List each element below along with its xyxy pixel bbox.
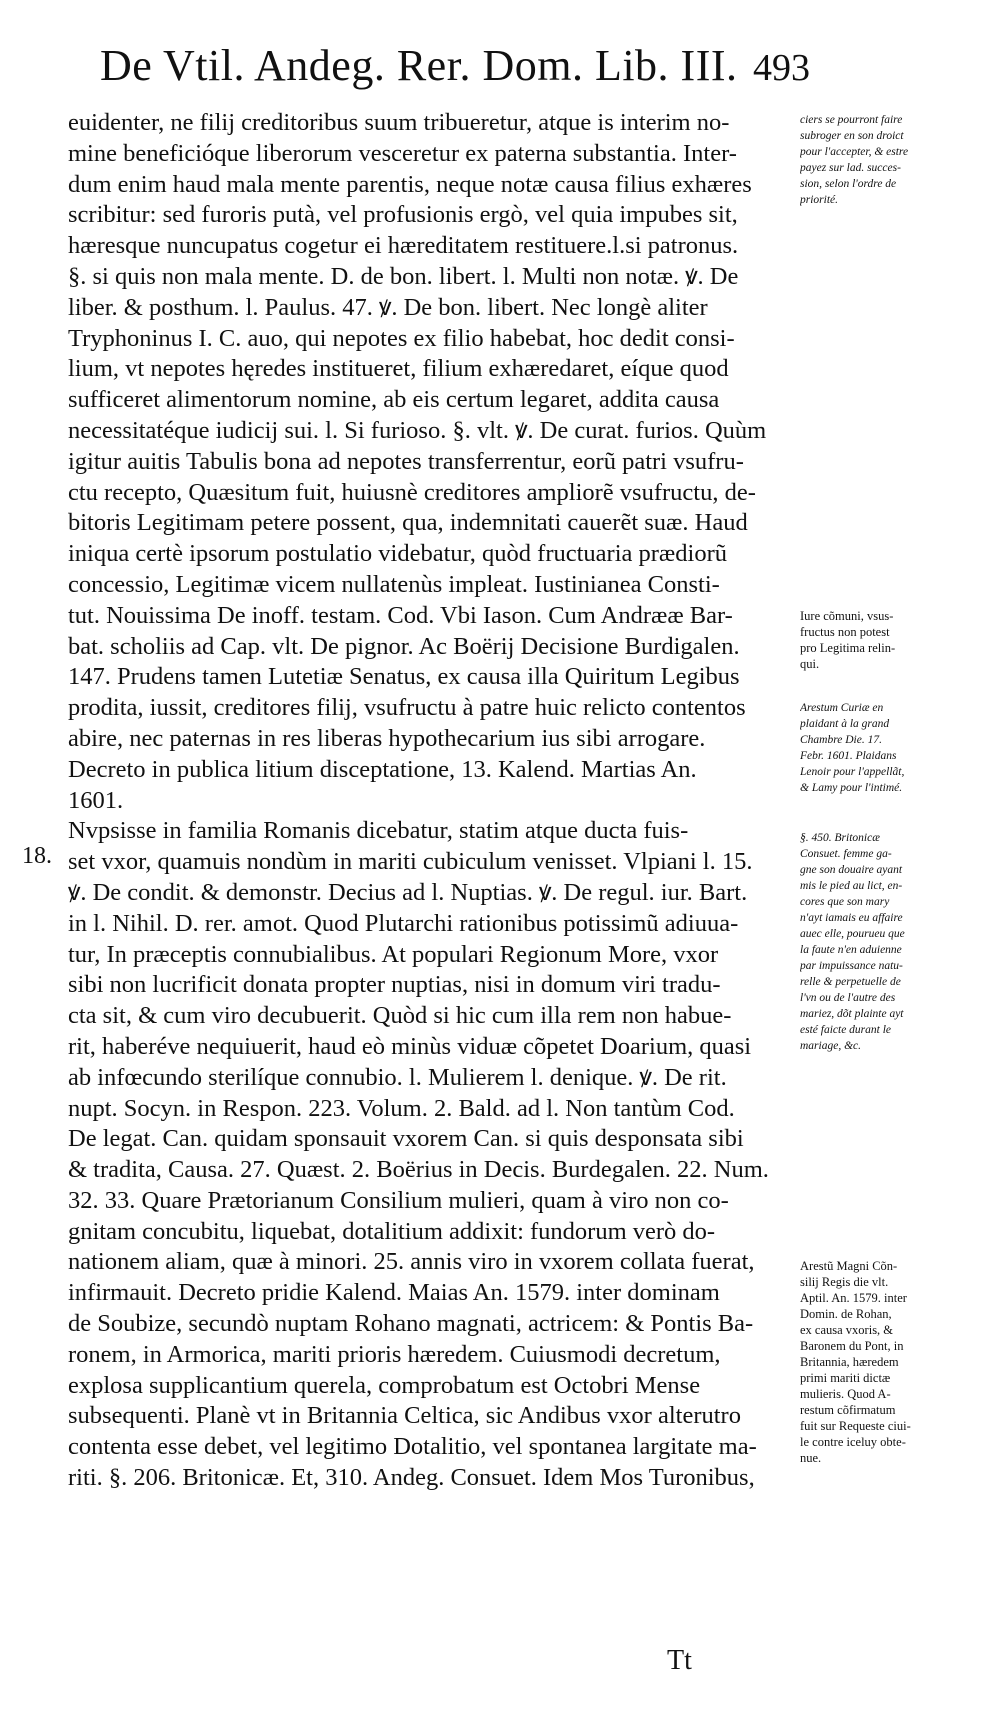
margin-note-line: Arestum Curiæ en (800, 702, 884, 714)
text-line: ab infœcundo sterilíque connubio. l. Mulierem l. denique. ꝟ. De rit. (68, 1063, 727, 1091)
margin-note-line: mariez, dõt plainte ayt (800, 1008, 904, 1020)
margin-note-line: pro Legitima relin- (800, 641, 896, 655)
text-line: igitur auitis Tabulis bona ad nepotes transferrentur, eorũ patri vsufru- (68, 447, 744, 475)
margin-note-line: esté faicte durant le (800, 1024, 892, 1036)
margin-note-line: pour l'accepter, & estre (800, 146, 909, 158)
margin-note-line: sion, selon l'ordre de (800, 178, 897, 190)
text-line: nationem aliam, quæ à minori. 25. annis viro in vxorem collata fuerat, (68, 1248, 755, 1276)
margin-note (800, 1258, 950, 1466)
margin-note-line: ex causa vxoris, & (800, 1323, 894, 1337)
margin-note-line: & Lamy pour l'intimé. (800, 782, 903, 794)
text-line: dum enim haud mala mente parentis, neque notæ causa filius exhæres (68, 170, 752, 198)
margin-note-line: auec elle, pourueu que (800, 928, 905, 940)
margin-note-line: Iure cõmuni, vsus- (800, 609, 894, 623)
text-line: nupt. Socyn. in Respon. 223. Volum. 2. Bald. ad l. Non tantùm Cod. (68, 1094, 735, 1122)
margin-note-line: l'vn ou de l'autre des (800, 992, 896, 1004)
text-line: set vxor, quamuis nondùm in mariti cubiculum venisset. Vlpiani l. 15. (68, 848, 753, 876)
text-line: bat. scholiis ad Cap. vlt. De pignor. Ac Boërij Decisione Burdigalen. (68, 632, 740, 660)
margin-note-line: Aptil. An. 1579. inter (800, 1291, 907, 1305)
margin-note-line: qui. (800, 657, 820, 671)
margin-note-line: Domin. de Rohan, (800, 1307, 892, 1321)
text-line: hæresque nuncupatus cogetur ei hæreditatem restituere.l.si patronus. (68, 232, 739, 260)
text-line: cta sit, & cum viro decubuerit. Quòd si hic cum illa rem non habue- (68, 1002, 732, 1030)
margin-note-line: Baronem du Pont, in (800, 1339, 904, 1353)
text-line: rit, haberéve nequiuerit, haud eò minùs viduæ cõpetet Doarium, quasi (68, 1032, 752, 1060)
text-line: bitoris Legitimam petere possent, qua, indemnitati cauerẽt suæ. Haud (68, 509, 748, 537)
text-line: in l. Nihil. D. rer. amot. Quod Plutarchi rationibus potissimũ adiuua- (68, 909, 739, 937)
margin-note-line: fuit sur Requeste ciui- (800, 1419, 911, 1433)
text-line: Decreto in publica litium disceptatione, 13. Kalend. Martias An. (68, 755, 697, 783)
margin-note (800, 112, 950, 208)
text-line: sibi non lucrificit donata propter nuptias, nisi in domum viri tradu- (68, 971, 721, 999)
catchword: Tt (667, 1645, 692, 1676)
page-header (100, 40, 810, 100)
text-line: prodita, iussit, creditores filij, vsufructu à patre huic relicto contentos (68, 694, 746, 722)
margin-note-line: plaidant à la grand (800, 718, 890, 730)
margin-note-line: Febr. 1601. Plaidans (800, 750, 897, 762)
text-line: euidenter, ne filij creditoribus suum tribueretur, atque is interim no- (68, 109, 730, 136)
text-line: 147. Prudens tamen Lutetiæ Senatus, ex causa illa Quiritum Legibus (68, 663, 740, 691)
text-line: concessio, Legitimæ vicem nullatenùs impleat. Iustinianea Consti- (68, 570, 720, 598)
margin-note-line: Chambre Die. 17. (800, 734, 882, 746)
text-line: 1601. (68, 786, 124, 814)
text-line: mine beneficióque liberorum vesceretur ex paterna substantia. Inter- (68, 139, 737, 167)
margin-note-line: payez sur lad. succes- (800, 162, 901, 174)
text-line: iniqua certè ipsorum postulatio videbatur, quòd fructuaria prædiorũ (68, 540, 727, 568)
margin-note-line: la faute n'en aduienne (800, 944, 902, 956)
margin-note-line: primi mariti dictæ (800, 1371, 891, 1385)
text-line: abire, nec paternas in res liberas hypothecarium ius sibi arrogare. (68, 724, 706, 752)
margin-note-line: nue. (800, 1451, 822, 1465)
text-line: ronem, in Armorica, mariti prioris hæredem. Cuiusmodi decretum, (68, 1340, 721, 1368)
margin-note-line: §. 450. Britonicæ (800, 832, 880, 844)
text-line: contenta esse debet, vel legitimo Dotalitio, vel spontanea largitate ma- (68, 1433, 757, 1461)
margin-note (800, 700, 950, 796)
text-line: 32. 33. Quare Prætorianum Consilium mulieri, quam à viro non co- (68, 1186, 729, 1214)
text-line: explosa supplicantium querela, comprobatum est Octobri Mense (68, 1371, 701, 1399)
margin-note-line: Consuet. femme ga- (800, 848, 892, 860)
margin-note-line: fructus non potest (800, 625, 890, 639)
margin-note-line: le contre iceluy obte- (800, 1435, 906, 1449)
section-number: 18. (22, 843, 52, 869)
margin-note-line: mariage, &c. (800, 1040, 862, 1052)
text-line: sufficeret alimentorum nomine, ab eis certum legaret, addita causa (68, 386, 720, 414)
margin-note-line: cores que son mary (800, 896, 890, 908)
text-line: De legat. Can. quidam sponsauit vxorem Can. si quis desponsata sibi (68, 1125, 744, 1153)
margin-note-line: n'ayt iamais eu affaire (800, 912, 903, 924)
margin-note-line: Britannia, hæredem (800, 1355, 899, 1369)
margin-note-line: par impuissance natu- (800, 960, 903, 972)
running-title: De Vtil. Andeg. Rer. Dom. Lib. III. (100, 41, 738, 90)
text-line: tut. Nouissima De inoff. testam. Cod. Vbi Iason. Cum Andrææ Bar- (68, 601, 733, 629)
text-line (68, 1494, 793, 1525)
page-number: 493 (753, 47, 810, 89)
main-text-column (68, 108, 793, 1525)
text-line: riti. §. 206. Britonicæ. Et, 310. Andeg. Consuet. Idem Mos Turonibus, (68, 1464, 755, 1492)
margin-note-line: Lenoir pour l'appellãt, (800, 766, 905, 778)
margin-note-line: silij Regis die vlt. (800, 1275, 889, 1289)
margin-note-line: mulieris. Quod A- (800, 1387, 891, 1401)
text-line: ctu recepto, Quæsitum fuit, huiusnè creditores ampliorẽ vsufructu, de- (68, 478, 756, 506)
margin-note-line: relle & perpetuelle de (800, 976, 901, 988)
text-line: lium, vt nepotes hęredes institueret, filium exhæredaret, eíque quod (68, 355, 729, 383)
margin-note (800, 830, 950, 1054)
margin-note-line: priorité. (800, 194, 839, 206)
margin-note-line: mis le pied au lict, en- (800, 880, 903, 892)
text-line: tur, In præceptis connubialibus. At populari Regionum More, vxor (68, 940, 719, 968)
margin-note (800, 608, 950, 672)
margin-note-line: ciers se pourront faire (800, 114, 903, 126)
text-line: Tryphoninus I. C. auo, qui nepotes ex filio habebat, hoc dedit consi- (68, 324, 735, 352)
text-line: subsequenti. Planè vt in Britannia Celtica, sic Andibus vxor alterutro (68, 1402, 741, 1430)
text-line: & tradita, Causa. 27. Quæst. 2. Boërius in Decis. Burdegalen. 22. Num. (68, 1156, 769, 1184)
text-line: necessitatéque iudicij sui. l. Si furioso. §. vlt. ꝟ. De curat. furios. Quùm (68, 416, 767, 444)
margin-note-line: gne son douaire ayant (800, 864, 903, 876)
text-line: Nvpsisse in familia Romanis dicebatur, statim atque ducta fuis- (68, 817, 689, 845)
text-line: §. si quis non mala mente. D. de bon. libert. l. Multi non notæ. ꝟ. De (68, 262, 739, 290)
margin-note-line: restum cõfirmatum (800, 1403, 896, 1417)
text-line: scribitur: sed furoris putà, vel profusionis ergò, vel quia impubes sit, (68, 201, 738, 229)
margin-note-line: Arestũ Magni Cõn- (800, 1259, 898, 1273)
text-line: infirmauit. Decreto pridie Kalend. Maias An. 1579. inter dominam (68, 1279, 720, 1307)
margin-note-line: subroger en son droict (800, 130, 904, 142)
text-line: ꝟ. De condit. & demonstr. Decius ad l. Nuptias. ꝟ. De regul. iur. Bart. (68, 878, 748, 906)
text-line: liber. & posthum. l. Paulus. 47. ꝟ. De bon. libert. Nec longè aliter (68, 293, 708, 321)
text-line: gnitam concubitu, liquebat, dotalitium addixit: fundorum verò do- (68, 1217, 716, 1245)
text-line: de Soubize, secundò nuptam Rohano magnati, actricem: & Pontis Ba- (68, 1310, 754, 1338)
